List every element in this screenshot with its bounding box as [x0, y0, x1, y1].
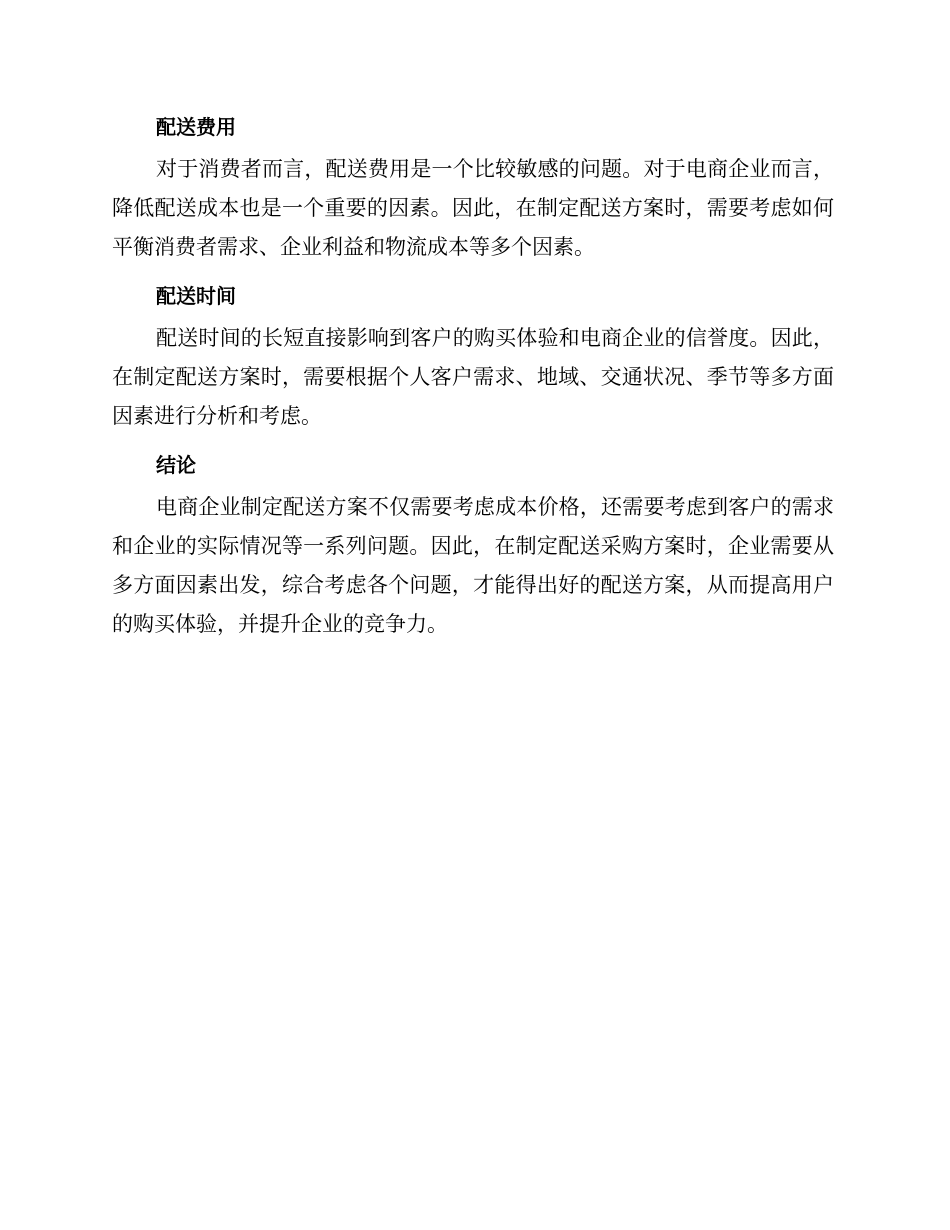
- section-heading: 配送费用: [156, 115, 236, 139]
- section-paragraph: 电商企业制定配送方案不仅需要考虑成本价格，还需要考虑到客户的需求和企业的实际情况等一系列问题。因此，在制定配送采购方案时，企业需要从多方面因素出发，综合考虑各个问题，才能得出好的配送方案，从而提高用户的购买体验，并提升企业的竞争力。: [112, 495, 834, 636]
- section-delivery-time: [112, 273, 834, 436]
- section-paragraph: 配送时间的长短直接影响到客户的购买体验和电商企业的信誉度。因此，在制定配送方案时，需要根据个人客户需求、地域、交通状况、季节等多方面因素进行分析和考虑。: [112, 326, 834, 428]
- section-heading: 配送时间: [156, 284, 236, 308]
- section-paragraph: 对于消费者而言，配送费用是一个比较敏感的问题。对于电商企业而言，降低配送成本也是一个重要的因素。因此，在制定配送方案时，需要考虑如何平衡消费者需求、企业利益和物流成本等多个因素。: [112, 157, 834, 259]
- section-conclusion: [112, 442, 834, 644]
- section-heading: 结论: [156, 453, 196, 477]
- document-page: [112, 104, 834, 650]
- section-delivery-cost: [112, 104, 834, 267]
